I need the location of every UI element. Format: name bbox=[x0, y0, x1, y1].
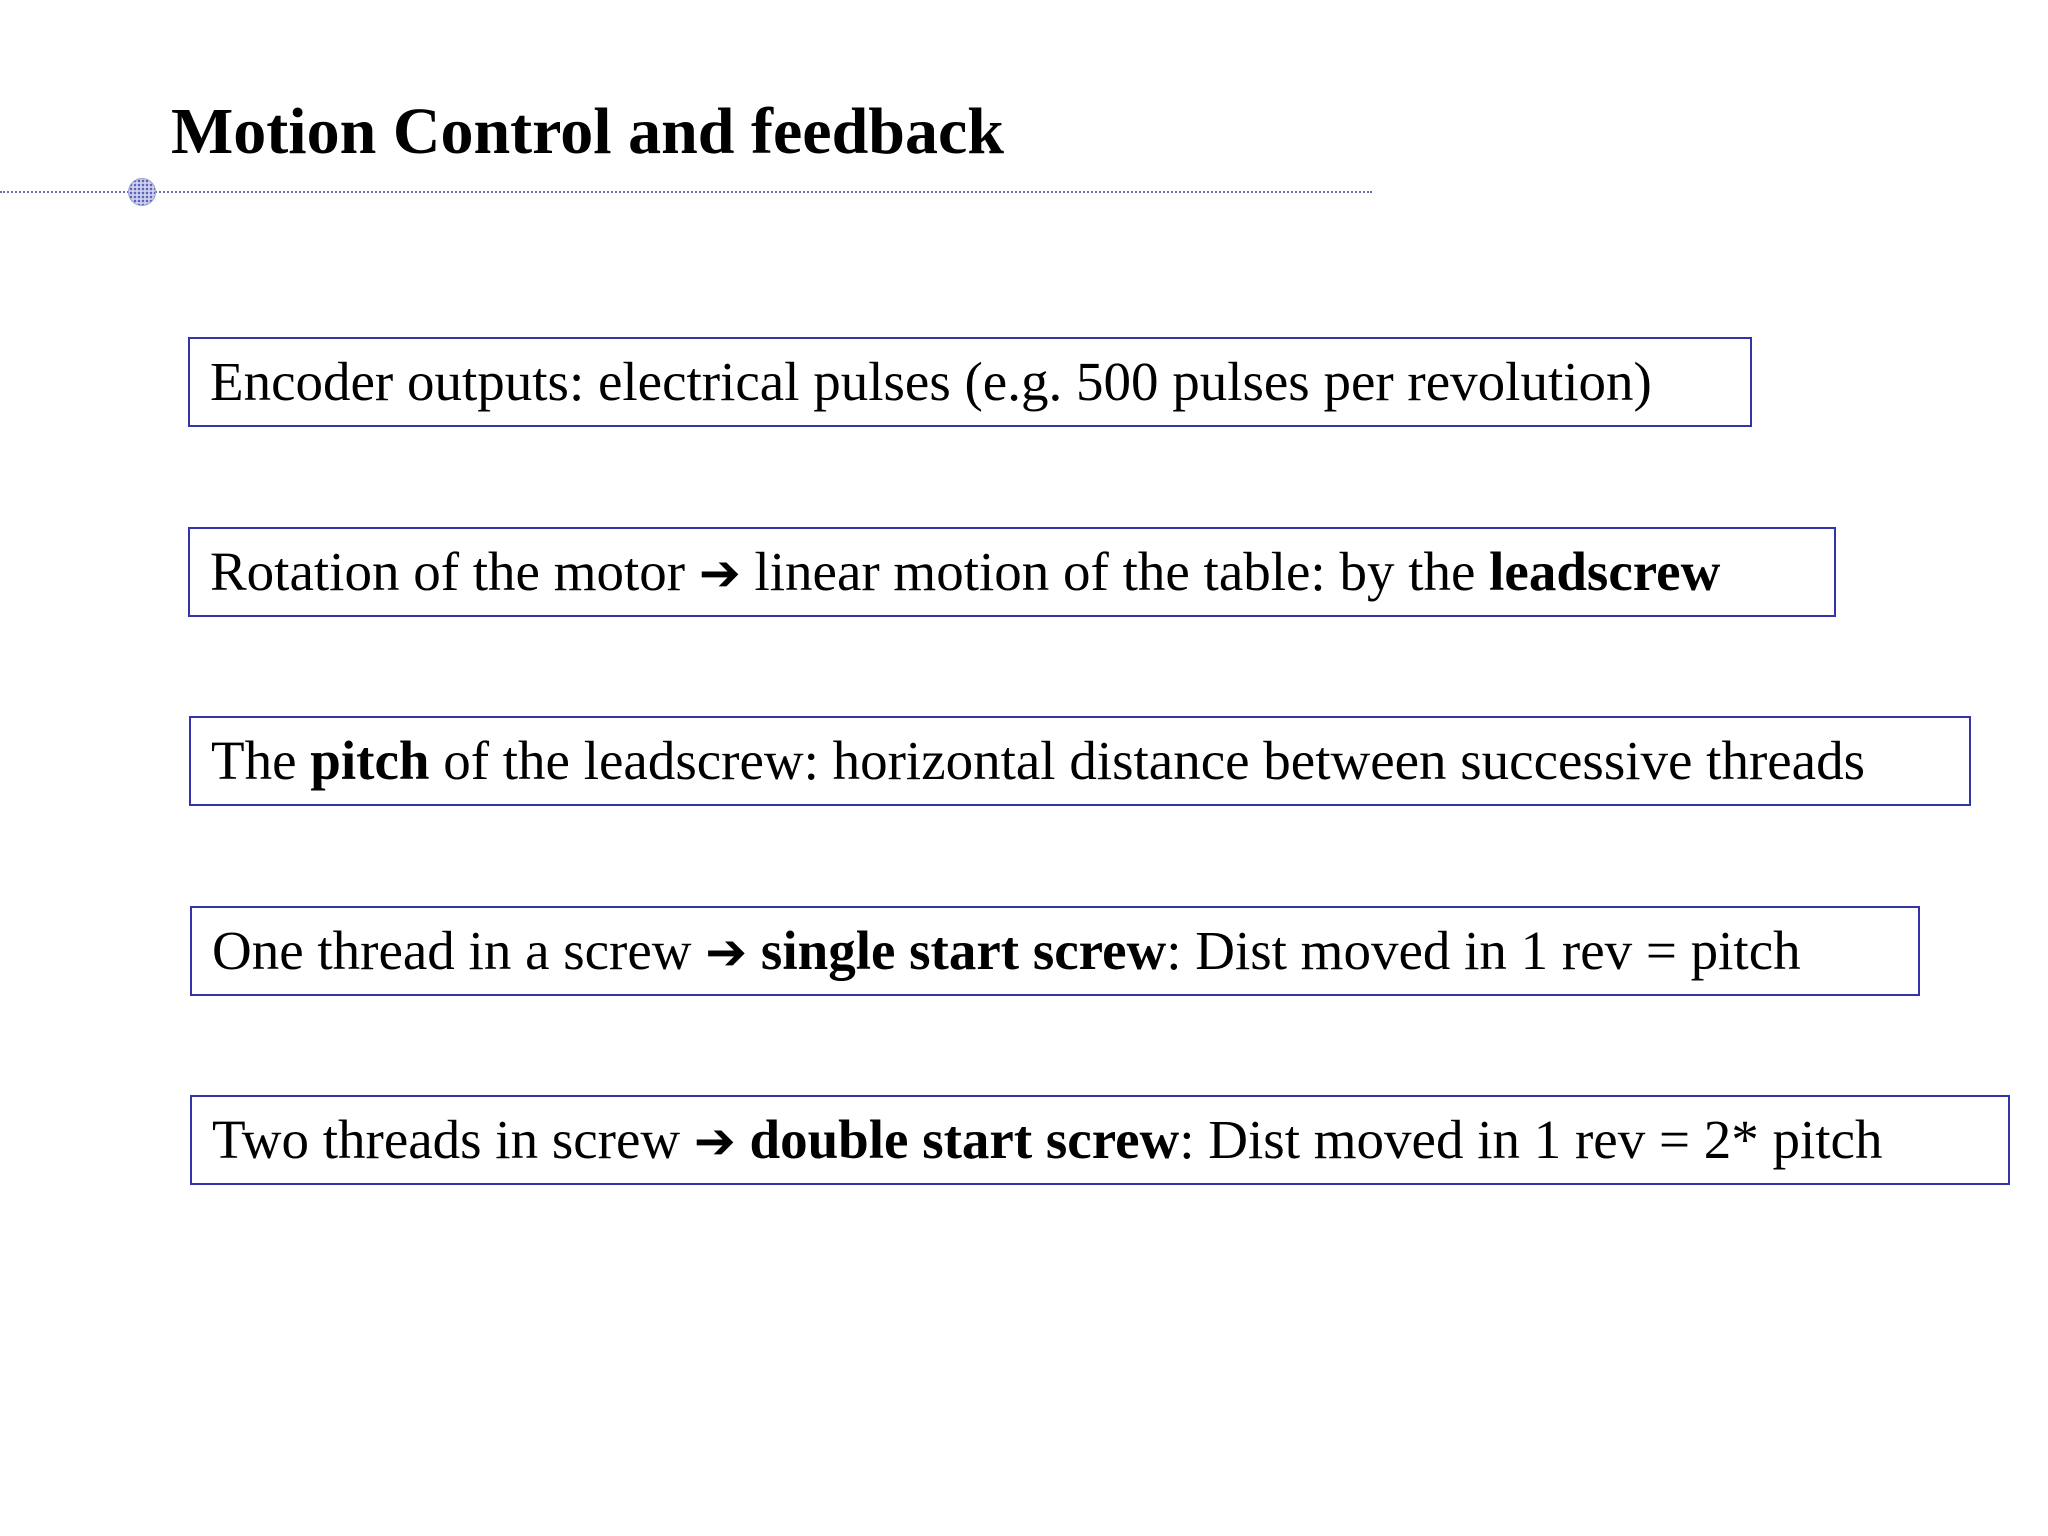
point-single-start-screw bbox=[190, 906, 1920, 996]
point-text: Encoder outputs: electrical pulses (e.g. 500 pulses per revolution) bbox=[210, 351, 1652, 412]
dotted-circle-icon bbox=[128, 178, 156, 206]
point-text-after: : Dist moved in 1 rev = pitch bbox=[1166, 920, 1801, 981]
point-text-before: Rotation of the motor bbox=[210, 541, 699, 602]
point-double-start-screw bbox=[190, 1095, 2010, 1185]
right-arrow-icon: ➔ bbox=[705, 923, 748, 981]
point-motor-rotation bbox=[188, 527, 1836, 617]
point-text-before: Two threads in screw bbox=[212, 1109, 694, 1170]
title-divider bbox=[0, 191, 1372, 193]
point-text-before: One thread in a screw bbox=[212, 920, 706, 981]
point-encoder-outputs bbox=[188, 337, 1752, 427]
right-arrow-icon: ➔ bbox=[698, 544, 741, 602]
point-pitch-definition bbox=[189, 716, 1971, 806]
point-text-bold: double start screw bbox=[735, 1109, 1180, 1170]
slide-title: Motion Control and feedback bbox=[171, 95, 1004, 168]
right-arrow-icon: ➔ bbox=[693, 1112, 736, 1170]
point-text-after: of the leadscrew: horizontal distance between successive threads bbox=[429, 730, 1865, 791]
point-text-bold: leadscrew bbox=[1489, 541, 1721, 602]
point-text-bold: single start screw bbox=[747, 920, 1167, 981]
point-text-bold: pitch bbox=[310, 730, 430, 791]
point-text-before: The bbox=[211, 730, 311, 791]
point-text-after: : Dist moved in 1 rev = 2* pitch bbox=[1179, 1109, 1883, 1170]
point-text-middle: linear motion of the table: by the bbox=[740, 541, 1490, 602]
